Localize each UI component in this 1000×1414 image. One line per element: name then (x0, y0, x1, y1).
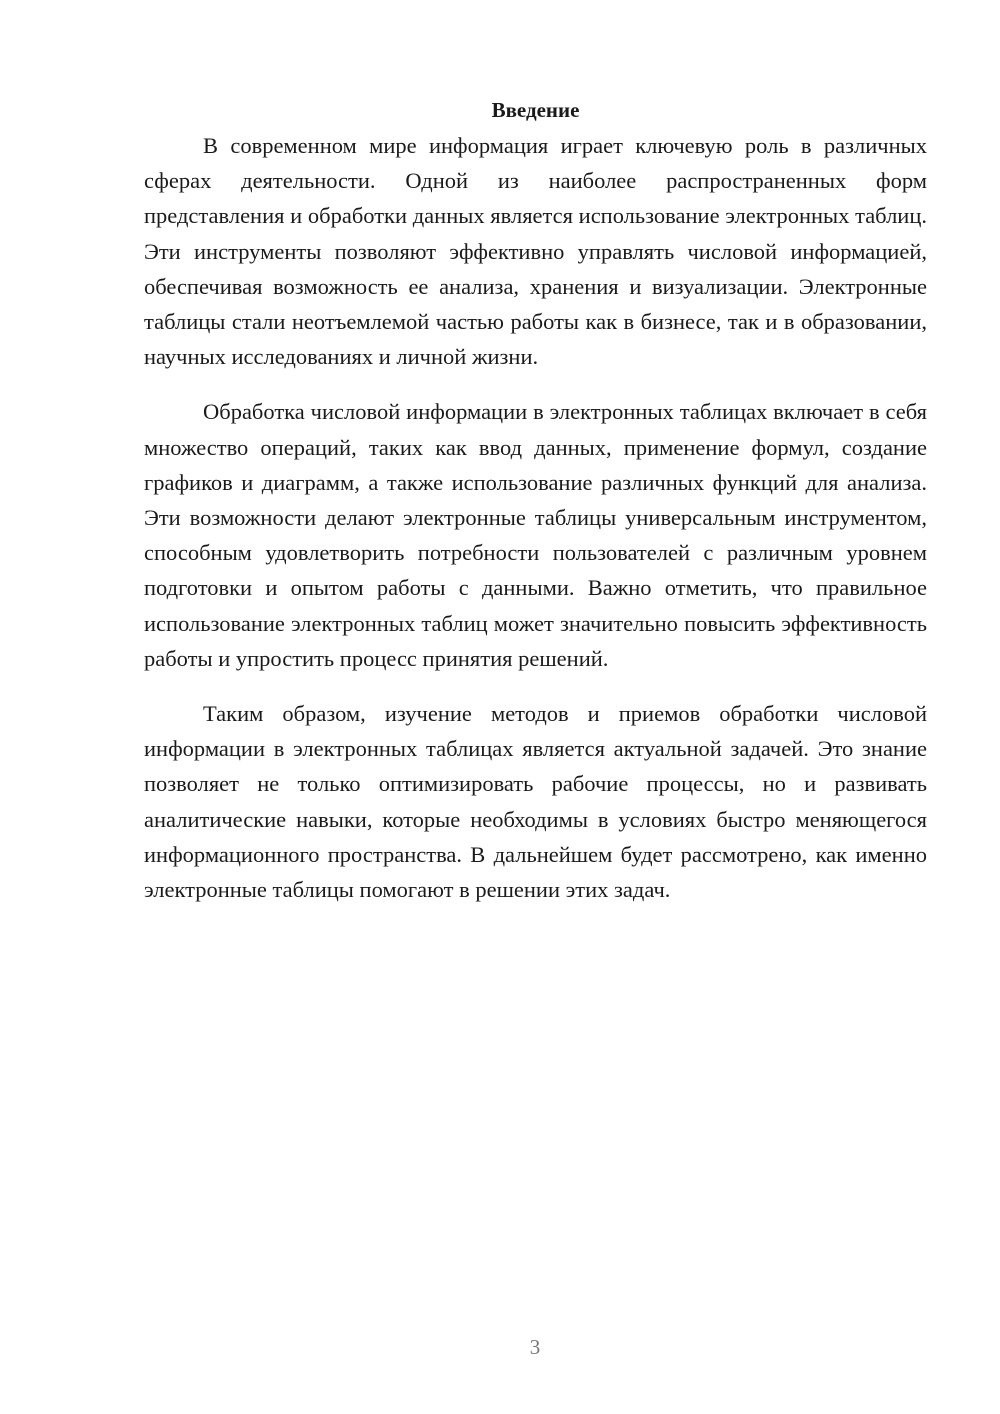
page-number: 3 (529, 1335, 541, 1359)
page-content (144, 93, 927, 907)
paragraph-2: Обработка числовой информации в электронных таблицах включает в себя множество операций, таких как ввод данных, применение формул, создание графиков и диаграмм, а также использование различных функций для анализа. Эти возможности делают электронные таблицы универсальным инструментом, способным удовлетворить потребности пользователей с различным уровнем подготовки и опытом работы с данными. Важно отметить, что правильное использование электронных таблиц может значительно повысить эффективность работы и упростить процесс принятия решений. (144, 399, 927, 671)
paragraph-3: Таким образом, изучение методов и приемов обработки числовой информации в электронных таблицах является актуальной задачей. Это знание позволяет не только оптимизировать рабочие процессы, но и развивать аналитические навыки, которые необходимы в условиях быстро меняющегося информационного пространства. В дальнейшем будет рассмотрено, как именно электронные таблицы помогают в решении этих задач. (144, 701, 927, 903)
paragraph-1: В современном мире информация играет ключевую роль в различных сферах деятельности. Одной из наиболее распространенных форм представления и обработки данных является использование электронных таблиц. Эти инструменты позволяют эффективно управлять числовой информацией, обеспечивая возможность ее анализа, хранения и визуализации. Электронные таблицы стали неотъемлемой частью работы как в бизнесе, так и в образовании, научных исследованиях и личной жизни. (144, 133, 927, 370)
section-title: Введение (491, 98, 580, 122)
